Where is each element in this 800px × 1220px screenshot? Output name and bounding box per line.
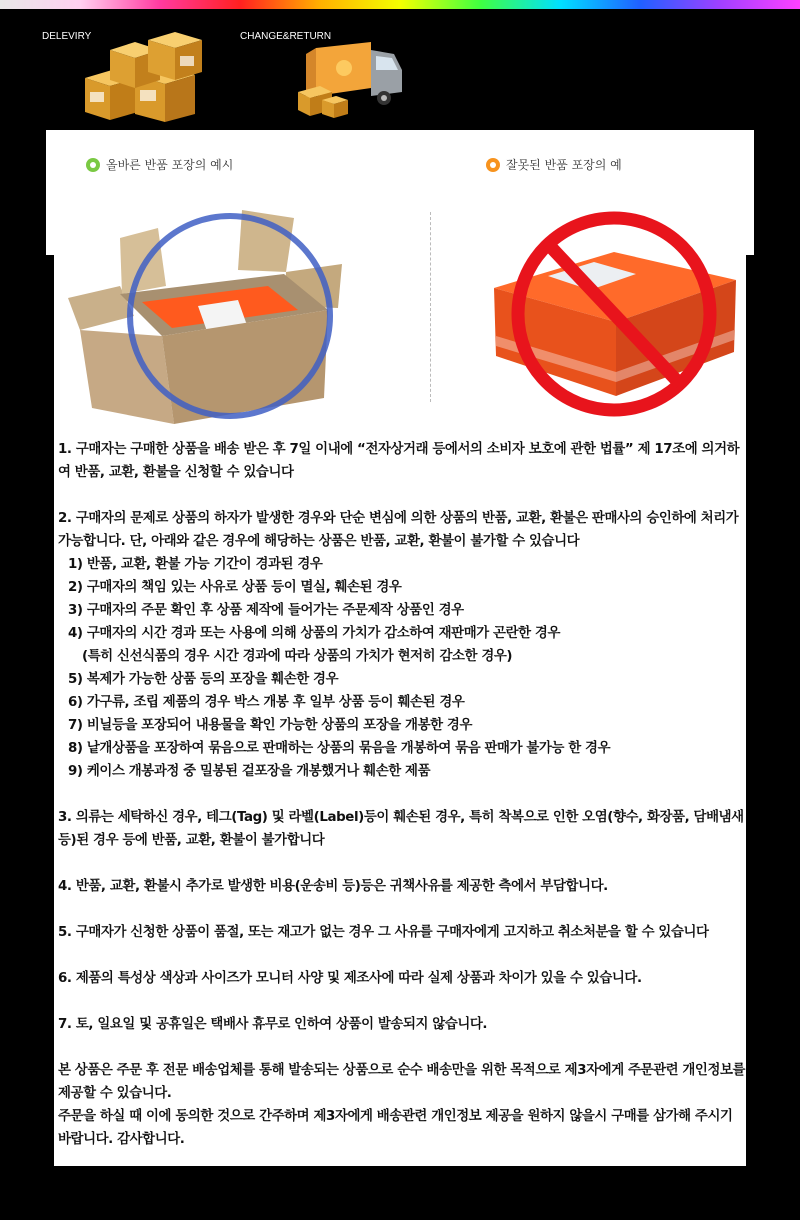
policy-2-item-6: 6) 가구류, 조립 제품의 경우 박스 개봉 후 일부 상품 등이 훼손된 경우	[68, 695, 465, 710]
policy-2: 2. 구매자의 문제로 상품의 하자가 발생한 경우와 단순 변심에 의한 상품의 반품, 교환, 환불은 판매사의 승인하에 처리가 가능합니다. 단, 아래와 같은 경우에 해당하는 상품은 반품, 교환, 환불이 불가할 수 있습니다	[58, 511, 739, 549]
boxes-icon	[80, 30, 210, 129]
policy-2-item-5: 5) 복제가 가능한 상품 등의 포장을 훼손한 경우	[68, 672, 339, 687]
policy-5: 5. 구매자가 신청한 상품이 품절, 또는 재고가 없는 경우 그 사유를 구매자에게 고지하고 취소처분을 할 수 있습니다	[58, 925, 709, 940]
policy-6: 6. 제품의 특성상 색상과 사이즈가 모니터 사양 및 제조사에 따라 실제 상품과 차이가 있을 수 있습니다.	[58, 971, 642, 986]
bad-indicator-icon	[486, 158, 500, 172]
policy-2-item-3: 3) 구매자의 주문 확인 후 상품 제작에 들어가는 주문제작 상품인 경우	[68, 603, 464, 618]
policy-3: 3. 의류는 세탁하신 경우, 테그(Tag) 및 라벨(Label)등이 훼손된 경우, 특히 착복으로 인한 오염(향수, 화장품, 담배냄새 등)된 경우 등에 반품, 교환, 환불이 불가합니다	[58, 810, 744, 848]
privacy-notice-2: 주문을 하실 때 이에 동의한 것으로 간주하며 제3자에게 배송관련 개인정보 제공을 원하지 않을시 구매를 삼가해 주시기 바랍니다. 감사합니다.	[58, 1109, 733, 1147]
policy-2-item-7: 7) 비닐등을 포장되어 내용물을 확인 가능한 상품의 포장을 개봉한 경우	[68, 718, 472, 733]
policy-2-item-1: 1) 반품, 교환, 환불 가능 기간이 경과된 경우	[68, 557, 323, 572]
sheet-left-notch	[46, 255, 54, 1170]
policy-2-item-4: 4) 구매자의 시간 경과 또는 사용에 의해 상품의 가치가 감소하여 재판매가 곤란한 경우	[68, 626, 560, 641]
policy-4: 4. 반품, 교환, 환불시 추가로 발생한 비용(운송비 등)등은 귀책사유를 제공한 측에서 부담합니다.	[58, 879, 608, 894]
bad-example-title	[486, 156, 622, 173]
bad-example-label: 잘못된 반품 포장의 예	[506, 158, 622, 172]
policy-7: 7. 토, 일요일 및 공휴일은 택배사 휴무로 인하여 상품이 발송되지 않습니다.	[58, 1017, 488, 1032]
privacy-notice-1: 본 상품은 주문 후 전문 배송업체를 통해 발송되는 상품으로 순수 배송만을 위한 목적으로 제3자에게 주문관련 개인정보를 제공할 수 있습니다.	[58, 1063, 746, 1101]
bad-packaging-image	[474, 196, 754, 430]
delivery-truck-icon	[296, 40, 406, 124]
policy-1: 1. 구매자는 구매한 상품을 배송 받은 후 7일 이내에 “전자상거래 등에서의 소비자 보호에 관한 법률” 제 17조에 의거하여 반품, 교환, 환불을 신청할 수 있습니다	[58, 442, 740, 480]
policy-2-item-8: 8) 낱개상품을 포장하여 묶음으로 판매하는 상품의 묶음을 개봉하여 묶음 판매가 불가능 한 경우	[68, 741, 611, 756]
good-packaging-image	[62, 198, 362, 432]
change-return-label: CHANGE&RETURN	[240, 31, 332, 42]
policy-2-item-4-note: (특히 신선식품의 경우 시간 경과에 따라 상품의 가치가 현저히 감소한 경우)	[82, 649, 513, 664]
good-example-title	[86, 156, 233, 173]
good-example-label: 올바른 반품 포장의 예시	[106, 158, 234, 172]
packaging-examples	[54, 140, 746, 430]
delivery-label: DELEVIRY	[42, 31, 92, 42]
rainbow-top-bar	[0, 0, 800, 9]
policy-2-item-2: 2) 구매자의 책임 있는 사유로 상품 등이 멸실, 훼손된 경우	[68, 580, 402, 595]
return-policy-notice	[58, 438, 748, 1151]
policy-2-item-9: 9) 케이스 개봉과정 중 밀봉된 겉포장을 개봉했거나 훼손한 제품	[68, 764, 431, 779]
good-indicator-icon	[86, 158, 100, 172]
example-divider	[430, 212, 431, 402]
